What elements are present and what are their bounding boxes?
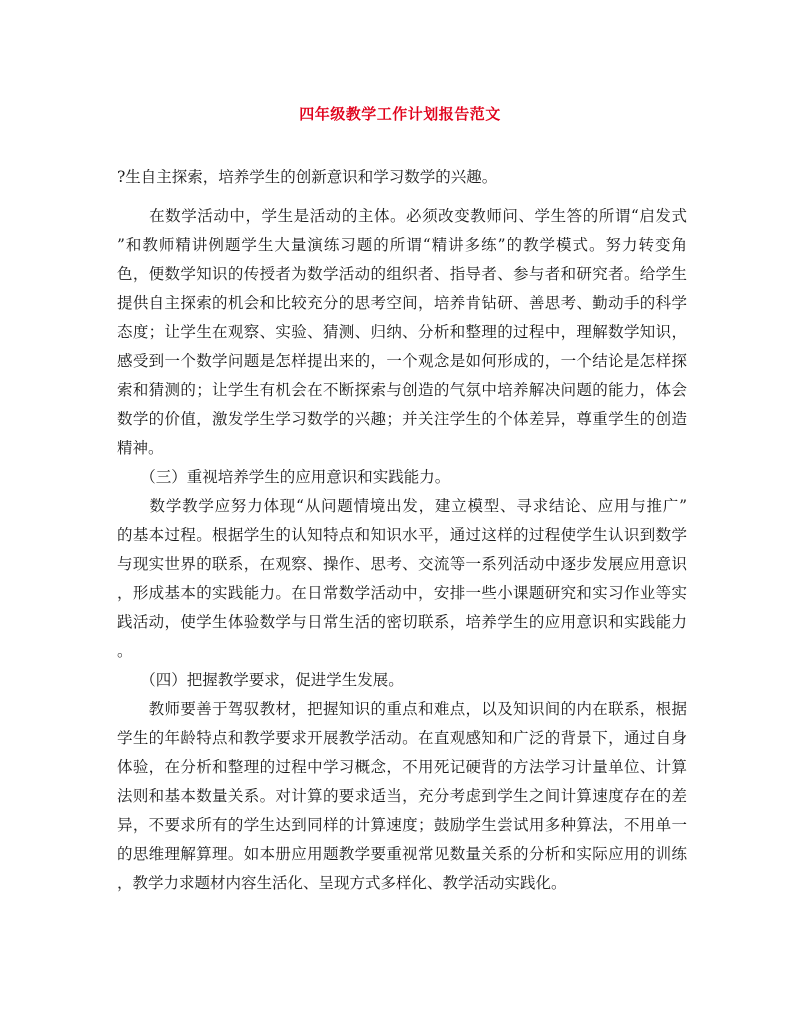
text-line: 的思维理解算理。如本册应用题教学要重视常见数量关系的分析和实际应用的训练 bbox=[117, 845, 687, 863]
text-line: 学生的年龄特点和教学要求开展教学活动。在直观感知和广泛的背景下，通过自身 bbox=[117, 729, 687, 747]
text-line: 法则和基本数量关系。对计算的要求适当，充分考虑到学生之间计算速度存在的差 bbox=[117, 787, 687, 805]
document-body bbox=[117, 163, 687, 898]
text-line: 感受到一个数学问题是怎样提出来的，一个观念是如何形成的，一个结论是怎样探 bbox=[117, 352, 687, 370]
text-line: ，形成基本的实践能力。在日常数学活动中，安排一些小课题研究和实习作业等实 bbox=[117, 584, 687, 602]
text-line: 在数学活动中，学生是活动的主体。必须改变教师问、学生答的所谓“启发式 bbox=[117, 207, 687, 225]
text-line: ”和教师精讲例题学生大量演练习题的所谓“精讲多练”的教学模式。努力转变角 bbox=[117, 236, 687, 254]
section-heading: （三）重视培养学生的应用意识和实践能力。 bbox=[117, 468, 451, 486]
text-line: 异，不要求所有的学生达到同样的计算速度；鼓励学生尝试用多种算法，不用单一 bbox=[117, 816, 687, 834]
text-line: 数学的价值，激发学生学习数学的兴趣；并关注学生的个体差异，尊重学生的创造 bbox=[117, 410, 687, 428]
text-line: 态度；让学生在观察、实验、猜测、归纳、分析和整理的过程中，理解数学知识， bbox=[117, 323, 687, 341]
text-line: 色，便数学知识的传授者为数学活动的组织者、指导者、参与者和研究者。给学生 bbox=[117, 265, 687, 283]
text-line: ?生自主探索，培养学生的创新意识和学习数学的兴趣。 bbox=[117, 168, 498, 186]
text-line: 与现实世界的联系，在观察、操作、思考、交流等一系列活动中逐步发展应用意识 bbox=[117, 555, 687, 573]
text-line: 的基本过程。根据学生的认知特点和知识水平，通过这样的过程使学生认识到数学 bbox=[117, 526, 687, 544]
text-line: 索和猜测的；让学生有机会在不断探索与创造的气氛中培养解决问题的能力，体会 bbox=[117, 381, 687, 399]
text-line: 践活动，使学生体验数学与日常生活的密切联系，培养学生的应用意识和实践能力 bbox=[117, 613, 687, 631]
text-line: 体验，在分析和整理的过程中学习概念，不用死记硬背的方法学习计量单位、计算 bbox=[117, 758, 687, 776]
text-line: ，教学力求题材内容生活化、呈现方式多样化、教学活动实践化。 bbox=[117, 874, 567, 892]
document-title: 四年级教学工作计划报告范文 bbox=[299, 105, 501, 123]
section-heading: （四）把握教学要求，促进学生发展。 bbox=[117, 671, 404, 689]
text-line: 数学教学应努力体现“从问题情境出发，建立模型、寻求结论、应用与推广” bbox=[117, 497, 687, 515]
text-line: 。 bbox=[117, 642, 133, 660]
text-line: 提供自主探索的机会和比较充分的思考空间，培养肯钻研、善思考、勤动手的科学 bbox=[117, 294, 687, 312]
text-line: 精神。 bbox=[117, 439, 164, 457]
text-line: 教师要善于驾驭教材，把握知识的重点和难点，以及知识间的内在联系，根据 bbox=[117, 700, 687, 718]
